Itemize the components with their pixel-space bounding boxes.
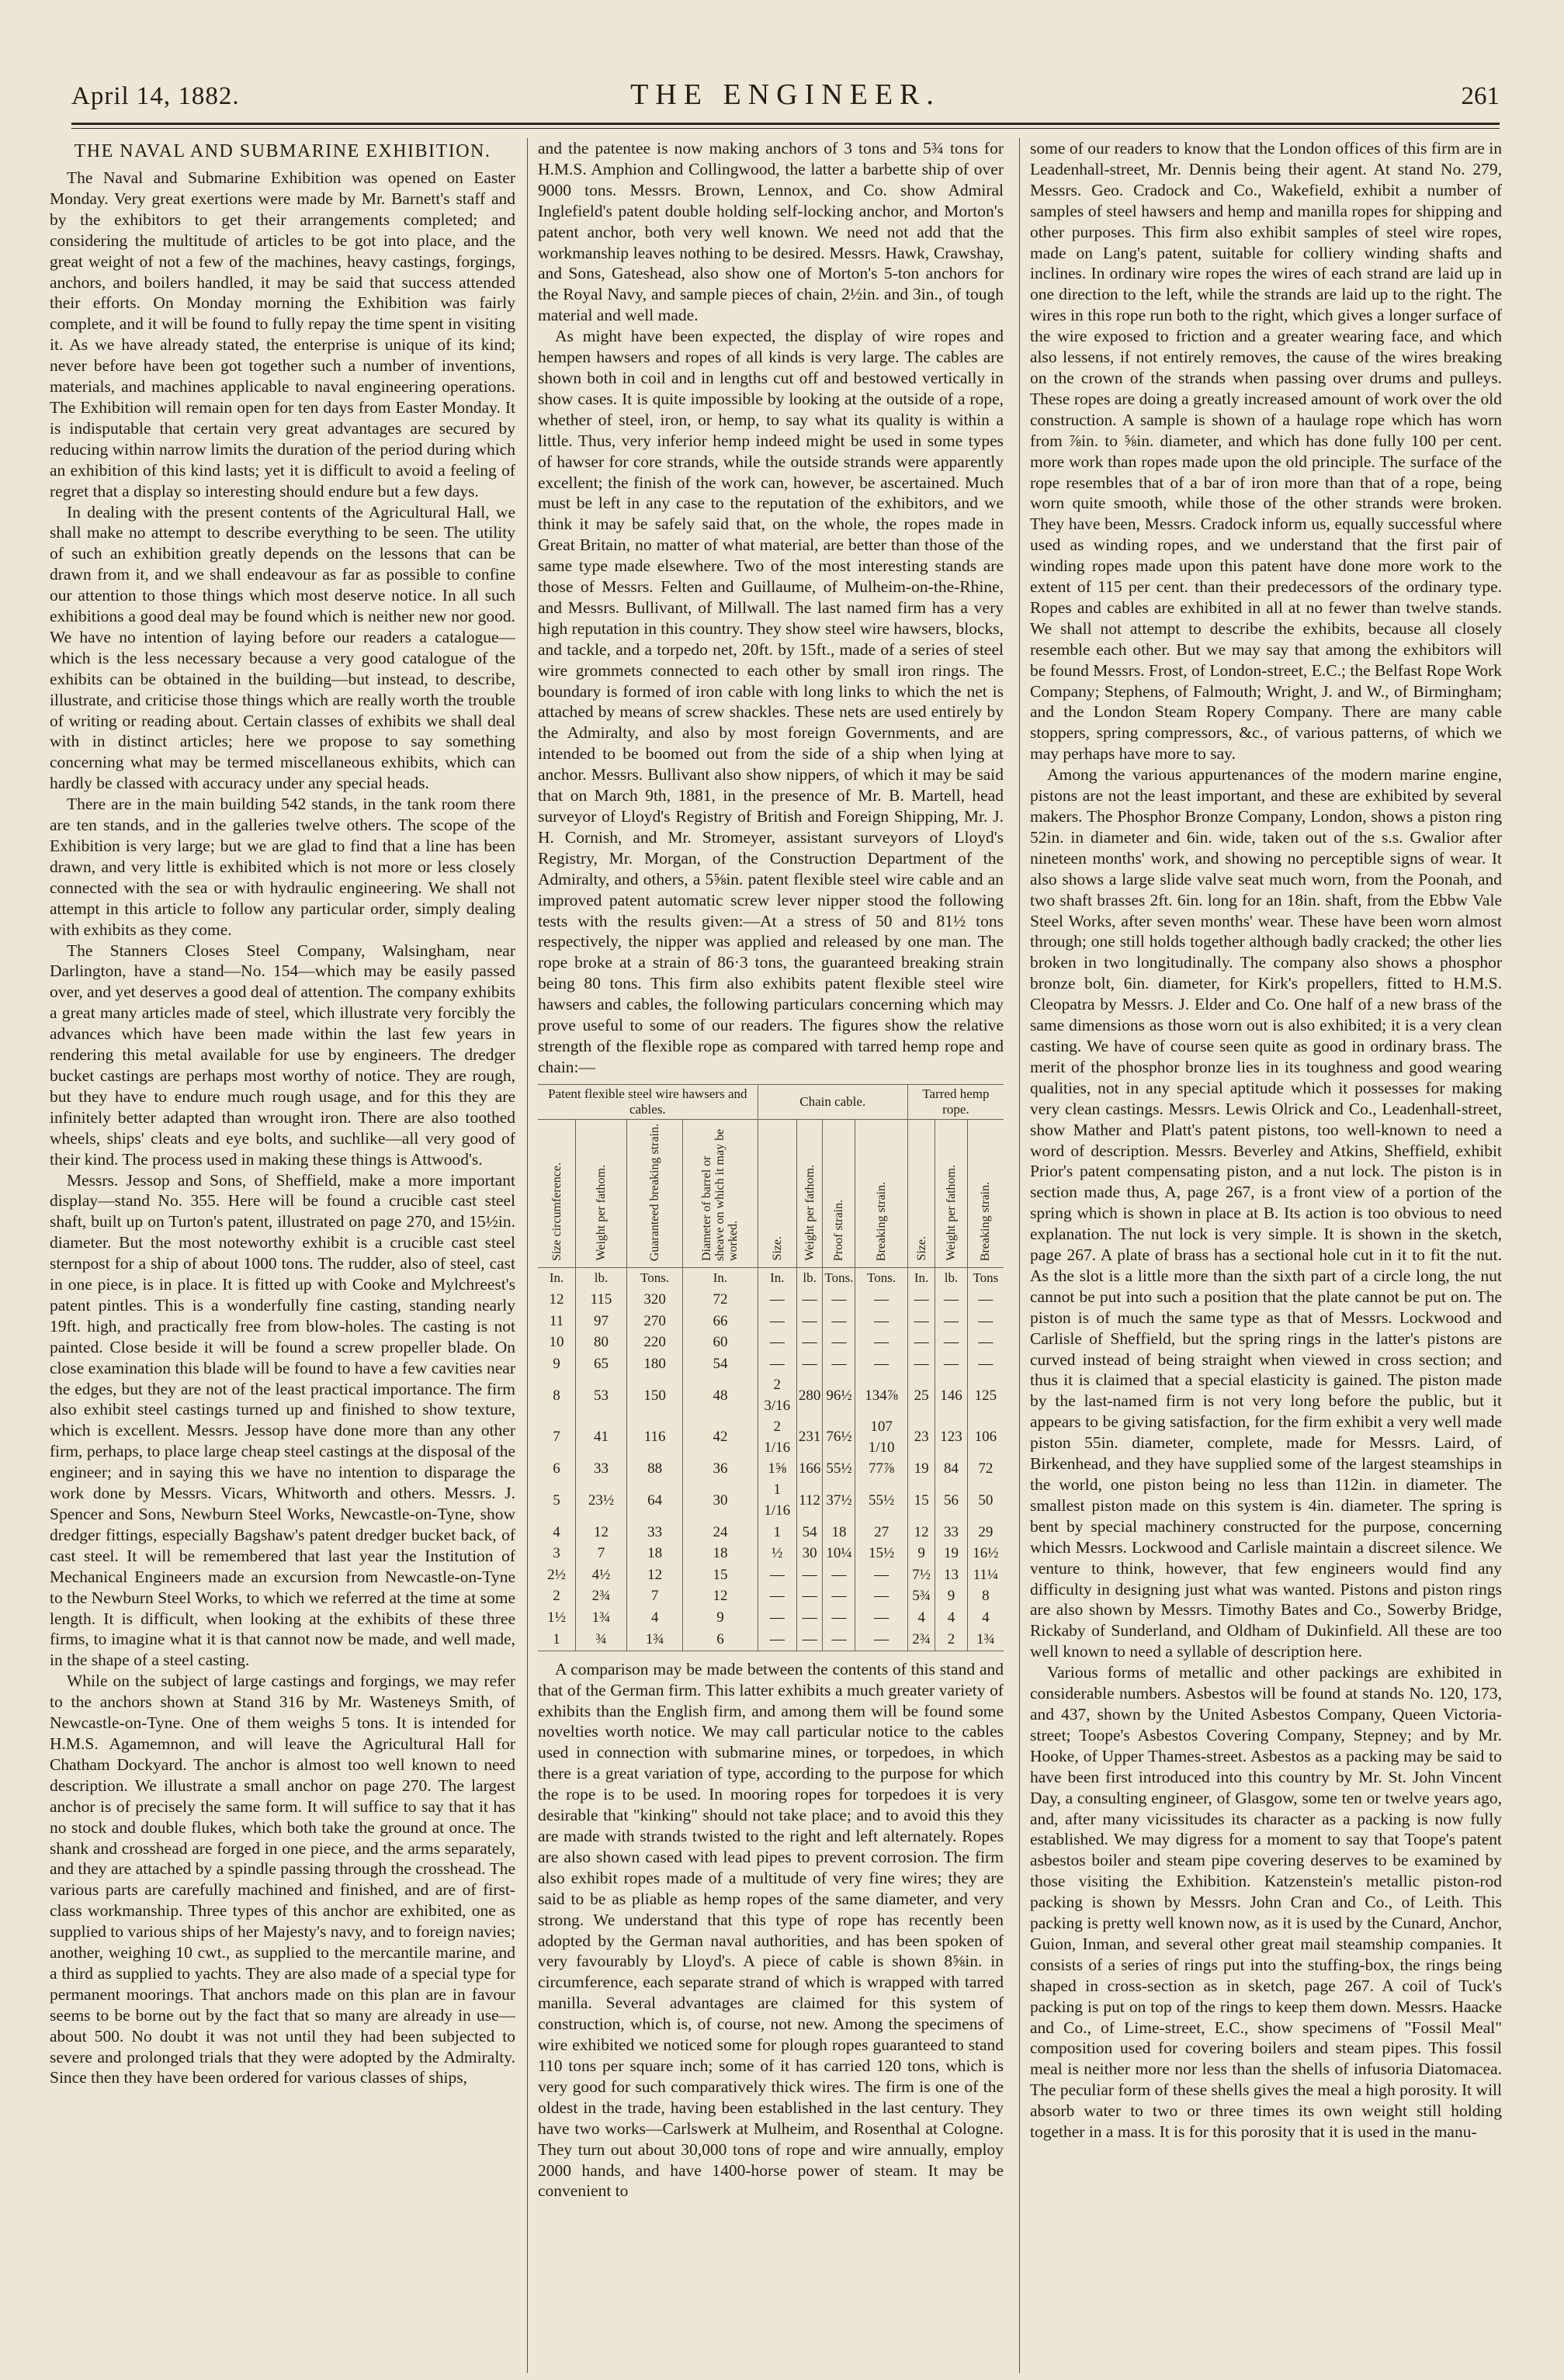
table-cell: 10 — [538, 1332, 576, 1354]
table-cell: 18 — [823, 1522, 855, 1543]
table-cell: — — [855, 1564, 907, 1586]
table-cell: — — [935, 1332, 967, 1354]
paragraph: The Naval and Submarine Exhibition was opened on Easter Monday. Very great exertions were made by Mr. Barnett's staff and by the exhibitors to get their arrangements completed; and considering the multitude of articles to be got into place, and the great weight of not a few of the machines, heavy castings, forgings, anchors, and boilers handled, it may be said that success attended their efforts. On Monday morning the Exhibition was fairly complete, and it will be found to fully repay the time spent in visiting it. As we have already stated, the enterprise is unique of its kind; never before have been got together such a number of inventions, materials, and machines applicable to naval engineering operations. The Exhibition will remain open for ten days from Easter Monday. It is indisputable that certain very great advantages are secured by reducing within narrow limits the duration of the period during which an exhibition of this kind lasts; yet it is difficult to avoid a feeling of regret that a display so interesting should endure but a few days. — [50, 168, 515, 501]
table-cell: 9 — [935, 1586, 967, 1608]
column-2-text-continued — [538, 1659, 1004, 2202]
table-cell: 36 — [683, 1459, 758, 1481]
table-column-header-label: Weight per fathom. — [595, 1165, 608, 1261]
table-row — [538, 1290, 1004, 1311]
table-column-header — [796, 1119, 823, 1267]
table-cell: 7 — [626, 1586, 682, 1608]
table-cell: — — [758, 1354, 796, 1376]
table-unit-cell: lb. — [576, 1267, 627, 1290]
table-unit-cell: Tons. — [823, 1267, 855, 1290]
table-cell: 24 — [683, 1522, 758, 1543]
header-rule-thin — [71, 128, 1500, 129]
table-column-header-label: Diameter of barrel or sheave on which it may be worked. — [700, 1128, 740, 1261]
table-cell: — — [823, 1564, 855, 1586]
table-column-header — [967, 1119, 1004, 1267]
table-cell: 12 — [576, 1522, 627, 1543]
column-1 — [50, 138, 515, 2373]
table-cell: — — [796, 1332, 823, 1354]
table-cell: 1 — [538, 1629, 576, 1651]
table-cell: 15 — [907, 1480, 935, 1522]
table-cell: 1¾ — [626, 1629, 682, 1651]
table-cell: 5¾ — [907, 1586, 935, 1608]
table-column-header — [683, 1119, 758, 1267]
table-cell: 106 — [974, 1429, 997, 1446]
table-column-header — [538, 1119, 576, 1267]
table-cell: 33 — [935, 1522, 967, 1543]
table-cell: 19 — [907, 1459, 935, 1481]
table-cell: — — [855, 1332, 907, 1354]
table-cell: — — [758, 1290, 796, 1311]
table-cell: 8 — [538, 1375, 576, 1417]
table-cell: 50 — [978, 1491, 994, 1509]
table-cell: 97 — [576, 1311, 627, 1332]
table-cell: — — [796, 1608, 823, 1630]
table-cell: 9 — [538, 1354, 576, 1376]
table-unit-cell: In. — [538, 1267, 576, 1290]
table-cell: 115 — [576, 1290, 627, 1311]
table-column-header — [855, 1119, 907, 1267]
table-cell: 66 — [683, 1311, 758, 1332]
table-cell: 320 — [626, 1290, 682, 1311]
table-cell: — — [935, 1290, 967, 1311]
table-cell: — — [823, 1354, 855, 1376]
table-cell: 55½ — [855, 1480, 907, 1522]
header-rule-thick — [71, 123, 1500, 125]
table-cell: 23½ — [576, 1480, 627, 1522]
table-cell: — — [823, 1608, 855, 1630]
table-cell: — — [978, 1334, 994, 1351]
table-cell: 33 — [626, 1522, 682, 1543]
table-cell: — — [823, 1586, 855, 1608]
table-cell: 88 — [626, 1459, 682, 1481]
paragraph: There are in the main building 542 stands, in the tank room there are ten stands, and in the galleries twelve others. The scope of the Exhibition is very large; but we are glad to find that a line has been drawn, and very little is exhibited which is not more or less closely connected with the sea or with hydraulic engineering. We shall not attempt in this article to follow any particular order, simply dealing with exhibits as they come. — [50, 795, 515, 939]
table-cell: — — [907, 1332, 935, 1354]
table-cell: 7 — [538, 1417, 576, 1459]
table-cell: 116 — [626, 1417, 682, 1459]
table-cell: 5 — [538, 1480, 576, 1522]
table-cell: 41 — [576, 1417, 627, 1459]
table-row — [538, 1564, 1004, 1586]
table-cell: 180 — [626, 1354, 682, 1376]
table-cell: 12 — [907, 1522, 935, 1543]
table-cell: 2 3/16 — [758, 1375, 796, 1417]
table-cell: 1¾ — [967, 1629, 1004, 1651]
table-cell: 7 — [576, 1543, 627, 1565]
table-cell: 65 — [576, 1354, 627, 1376]
table-cell: 19 — [935, 1543, 967, 1565]
table-cell: 123 — [935, 1417, 967, 1459]
table-cell: 60 — [683, 1332, 758, 1354]
table-cell: 166 — [796, 1459, 823, 1481]
table-cell: 280 — [796, 1375, 823, 1417]
paragraph: In dealing with the present contents of the Agricultural Hall, we shall make no attempt to describe everything to be seen. The utility of such an exhibition greatly depends on the lessons that can be drawn from it, and we shall endeavour as far as possible to confine our attention to those things which most deserve notice. In all such exhibitions a good deal may be found which is neither new nor good. We have no intention of laying before our readers a catalogue—which is the less necessary because a very good catalogue of the exhibits can be obtained in the building—but instead, to describe, illustrate, and criticise those things which are really worth the trouble of writing or reading about. Certain classes of exhibits we shall deal with in distinct articles; here we propose to say something concerning what may be termed miscellaneous exhibits, which can hardly be classed with accuracy under any special heads. — [50, 502, 515, 793]
table-column-header-label: Size circumference. — [550, 1162, 564, 1261]
table-cell: 2 1/16 — [758, 1417, 796, 1459]
table-cell: — — [978, 1291, 994, 1308]
table-cell: 6 — [538, 1459, 576, 1481]
table-cell: 48 — [683, 1375, 758, 1417]
table-cell: — — [855, 1608, 907, 1630]
table-cell: 27 — [855, 1522, 907, 1543]
table-cell: 270 — [626, 1311, 682, 1332]
table-unit-cell: In. — [683, 1267, 758, 1290]
table-cell: 3 — [538, 1543, 576, 1565]
table-cell: — — [796, 1290, 823, 1311]
table-column-header — [907, 1119, 935, 1267]
page-number: 261 — [1461, 82, 1500, 110]
table-cell: 1¾ — [576, 1608, 627, 1630]
table-cell: 13 — [935, 1564, 967, 1586]
table-cell: 6 — [683, 1629, 758, 1651]
table-cell: 11¼ — [973, 1566, 999, 1583]
table-column-header — [576, 1119, 627, 1267]
table-cell: 231 — [796, 1417, 823, 1459]
paragraph: and the patentee is now making anchors of 3 tons and 5¾ tons for H.M.S. Amphion and Collingwood, the latter a barbette ship of over 9000 tons. Messrs. Brown, Lennox, and Co. show Admiral Inglefield's patent double holding self-locking anchor, and Morton's patent anchor, both very well known. We need not add that the workmanship leaves nothing to be desired. Messrs. Hawk, Crawshay, and Sons, Gateshead, also show one of Morton's 5-ton anchors for the Royal Navy, and sample pieces of chain, 2½in. and 3in., of tough material and well made. — [538, 139, 1004, 325]
table-units-row — [538, 1267, 1004, 1290]
table-column-header — [758, 1119, 796, 1267]
table-cell: 53 — [576, 1375, 627, 1417]
table-column-header-label: Weight per fathom. — [803, 1165, 817, 1261]
table-cell: 10¼ — [823, 1543, 855, 1565]
table-cell: 29 — [978, 1523, 994, 1540]
table-cell: 16½ — [973, 1545, 999, 1562]
table-group-header: Chain cable. — [758, 1084, 907, 1119]
table-cell: — — [823, 1290, 855, 1311]
table-cell: — — [978, 1355, 994, 1372]
paragraph: As might have been expected, the display of wire ropes and hempen hawsers and ropes of all kinds is very large. The cables are shown both in coil and in lengths cut off and bestowed vertically in show cases. It is quite impossible by looking at the outside of a rope, whether of steel, iron, or hemp, to say what its quality is within a little. Thus, very inferior hemp indeed might be used in some types of hawser for core strands, while the outside strands were apparently excellent; the finish of the work can, however, be ascertained. Much must be left in any case to the reputation of the exhibitors, and we think it may be safely said that, on the whole, the ropes made in Great Britain, no matter of what material, are better than those of the same type made elsewhere. Two of the most interesting stands are those of Messrs. Felten and Guillaume, of Mulheim-on-the-Rhine, and Messrs. Bullivant, of Millwall. The last named firm has a very high reputation in this country. They show steel wire hawsers, blocks, and tackle, and a torpedo net, 20ft. by 15ft., made of a series of steel wire grommets connected to each other by small iron rings. The boundary is formed of iron cable with long links to which the net is attached by means of screw shackles. These nets are used entirely by the Admiralty, and also by most foreign Governments, and are intended to be boomed out from the side of a ship when lying at anchor. Messrs. Bullivant also show nippers, of which it may be said that on March 9th, 1881, in the presence of Mr. B. Martell, head surveyor of Lloyd's Registry of British and Foreign Shipping, Mr. J. H. Cornish, and Mr. Stromeyer, assistant surveyors of Lloyd's Registry, Mr. Morgan, of the Construction Department of the Admiralty, and others, a 5⅝in. patent flexible steel wire cable and an improved patent automatic screw lever nipper stood the following tests with the results given:—At a stress of 50 and 81½ tons respectively, the nipper was applied and released by one man. The rope broke at a strain of 86·3 tons, the guaranteed breaking strain being 80 tons. This firm also exhibits patent flexible steel wire hawsers and cables, the following particulars concerning which may prove useful to some of our readers. The figures show the relative strength of the flexible rope as compared with tarred hemp rope and chain:— — [538, 327, 1004, 1076]
rope-comparison-table — [538, 1084, 1004, 1651]
table-group-headers — [538, 1084, 1004, 1119]
table-row — [538, 1543, 1004, 1565]
table-cell: — — [855, 1354, 907, 1376]
table-cell: 1½ — [538, 1608, 576, 1630]
table-row — [538, 1608, 1004, 1630]
table-column-header-label: Proof strain. — [832, 1199, 846, 1261]
table-row — [538, 1522, 1004, 1543]
issue-date: April 14, 1882. — [71, 82, 240, 110]
table-cell: — — [907, 1354, 935, 1376]
table-column-header-label: Breaking strain. — [979, 1181, 993, 1261]
column-3 — [1030, 138, 1502, 2373]
table-cell: 42 — [683, 1417, 758, 1459]
paragraph: The Stanners Closes Steel Company, Walsingham, near Darlington, have a stand—No. 154—which may be easily passed over, and yet deserves a good deal of attention. The company exhibits a great many articles made of steel, which illustrate very forcibly the advances which have been made within the last few years in rendering this metal available for use by engineers. The dredger bucket castings are perhaps most worthy of notice. They are rough, but they have to endure much rough usage, and for this they are infinitely better adapted than wrought iron. There are also toothed wheels, ships' cleats and eye bolts, and suchlike—all very good of their kind. The process used in making these things is Attwood's. — [50, 941, 515, 1169]
paragraph: Various forms of metallic and other packings are exhibited in considerable numbers. Asbestos will be found at stands No. 120, 173, and 437, shown by the United Asbestos Company, Queen Victoria-street; Toope's Asbestos Covering Company, Stepney; and by Mr. Hooke, of Upper Thames-street. Asbestos as a packing may be said to have been first introduced into this country by Mr. St. John Vincent Day, a consulting engineer, of Glasgow, some ten or twelve years ago, and, after many vicissitudes its character as a packing is now fully established. We may digress for a moment to say that Toope's patent asbestos boiler and steam pipe covering deserves to be examined by those visiting the Exhibition. Katzenstein's metallic piston-rod packing is shown by Messrs. John Cran and Co., of Leith. This packing is pretty well known now, as it is used by the Cunard, Anchor, Guion, Inman, and several other great mail steamship companies. It consists of a series of rings put into the stuffing-box, the rings being shaped in cross-section as in sketch, page 267. A coil of Tuck's packing is put on top of the rings to keep them down. Messrs. Haacke and Co., of Lime-street, E.C., show specimens of "Fossil Meal" composition used for covering boilers and steam pipes. This fossil meal is neither more nor less than the shells of infusoria Diatomacea. The peculiar form of these shells gives the meal a high porosity. It will absorb water to two or three times its own weight still holding together in a mass. It is for this porosity that it is used in the manu- — [1030, 1663, 1502, 2142]
table-cell: 2¾ — [907, 1629, 935, 1651]
table-unit-cell: Tons — [973, 1270, 999, 1286]
table-cell: 7½ — [907, 1564, 935, 1586]
table-cell: — — [855, 1629, 907, 1651]
table-cell: 18 — [626, 1543, 682, 1565]
table-cell: 12 — [626, 1564, 682, 1586]
table-column-header — [935, 1119, 967, 1267]
table-cell: ½ — [758, 1543, 796, 1565]
table-cell: ¾ — [576, 1629, 627, 1651]
column-3-text — [1030, 138, 1502, 2143]
table-cell: — — [758, 1311, 796, 1332]
table-cell: 2½ — [538, 1564, 576, 1586]
table-cell: — — [907, 1290, 935, 1311]
paragraph: some of our readers to know that the London offices of this firm are in Leadenhall-street, Mr. Dennis being their agent. At stand No. 279, Messrs. Geo. Cradock and Co., Wakefield, exhibit a number of samples of steel hawsers and hemp and manilla ropes for shipping and other purposes. This firm also exhibit samples of steel wire ropes, made on Lang's patent, suitable for colliery winding shafts and inclines. In ordinary wire ropes the wires of each strand are laid up in one direction to the left, while the strands are laid up to the right. The wires in this rope run both to the right, which gives a longer surface of the wire exposed to friction and a greater wearing face, and which also lessens, if not entirely removes, the cause of the wires breaking on the crown of the strands when passing over drums and pulleys. These ropes are doing a greatly increased amount of work over the old construction. A sample is shown of a haulage rope which has worn from ⅞in. to ⅝in. diameter, and which has done fully 100 per cent. more work than ropes made upon the old principle. The surface of the rope resembles that of a bar of iron more than that of a rope, being worn quite smooth, while those of the other strands were broken. They have been, Messrs. Cradock inform us, equally successful where used as winding ropes, and we understand that the first pair of winding ropes made upon this patent have done more work to the extent of 115 per cent. than their predecessors of the ordinary type. Ropes and cables are exhibited in all at no fewer than twelve stands. We shall not attempt to describe the exhibits, because all closely resemble each other. But we may say that among the exhibitors will be found Messrs. Frost, of London-street, E.C.; the Belfast Rope Work Company; Stephens, of Falmouth; Wright, J. and W., of Birmingham; and the London Steam Ropery Company. There are many cable stoppers, spring compressors, &c., of various patterns, of which we may perhaps have more to say. — [1030, 139, 1502, 764]
table-column-header-label: Weight per fathom. — [945, 1165, 959, 1261]
table-cell: — — [758, 1608, 796, 1630]
table-cell: 96½ — [823, 1375, 855, 1417]
table-cell: 37½ — [823, 1480, 855, 1522]
column-divider-1 — [527, 138, 528, 2373]
table-cell: 15 — [683, 1564, 758, 1586]
table-cell: 33 — [576, 1459, 627, 1481]
table-cell: 72 — [978, 1460, 994, 1478]
table-row — [538, 1311, 1004, 1332]
table-cell: — — [978, 1312, 994, 1329]
table-unit-cell: Tons. — [855, 1267, 907, 1290]
paragraph: A comparison may be made between the contents of this stand and that of the German firm. This latter exhibits a much greater variety of exhibits than the English firm, and among them will be found some novelties worth notice. We may call particular notice to the cables used in connection with submarine mines, or torpedoes, in which there is a great variation of type, according to the purpose for which the rope is to be used. In mooring ropes for torpedoes it is very desirable that "kinking" should not take place; and to avoid this they are made with strands twisted to the right and left alternately. Ropes are also shown cased with lead pipes to prevent corrosion. The firm also exhibit ropes made of a multitude of very fine wires; they are said to be as pliable as hemp ropes of the same diameter, and very strong. We understand that this type of rope has recently been adopted by the German naval authorities, and has been spoken of very favourably by Lloyd's. A piece of cable is shown 8⅝in. in circumference, each separate strand of which is wrapped with tarred manilla. Several advantages are claimed for this system of construction, which is, of course, not new. Among the specimens of wire exhibited we noticed some for plough ropes guaranteed to stand 110 tons per square inch; some of it has carried 120 tons, which is very good for such comparatively thick wires. The firm is one of the oldest in the trade, having been established in the last century. They have two works—Carlswerk at Mulheim, and Rosenthal at Cologne. They turn out about 30,000 tons of rope and wire annually, employ 2000 hands, and have 1400-horse power of steam. It may be convenient to — [538, 1659, 1004, 2201]
table-cell: — — [935, 1311, 967, 1332]
table-cell: 77⅞ — [855, 1459, 907, 1481]
table-cell: 12 — [538, 1290, 576, 1311]
table-cell: 4 — [982, 1609, 990, 1626]
table-cell: — — [855, 1586, 907, 1608]
table-cell: 80 — [576, 1332, 627, 1354]
table-row — [538, 1332, 1004, 1354]
table-group-header: Tarred hemp rope. — [907, 1084, 1004, 1119]
table-column-header-label: Guaranteed breaking strain. — [648, 1123, 662, 1261]
table-cell: 30 — [796, 1543, 823, 1565]
table-cell: 134⅞ — [855, 1375, 907, 1417]
table-row — [538, 1354, 1004, 1376]
table-unit-cell: Tons. — [626, 1267, 682, 1290]
table-cell: 2¾ — [576, 1586, 627, 1608]
table-cell: 1 1/16 — [758, 1480, 796, 1522]
table-cell: — — [796, 1354, 823, 1376]
paragraph: Messrs. Jessop and Sons, of Sheffield, make a more important display—stand No. 355. Here will be found a crucible cast steel shaft, built up on Turton's patent, illustrated on page 270, and 15½in. diameter. But the most noteworthy exhibit is a crucible cast steel sternpost for a ship of about 1000 tons. The rudder, also of steel, cast in one piece, is in place. It is fitted up with Cooke and Mylchreest's patent pintles. This is a wonderfully fine casting, standing nearly 19ft. high, and practically free from blow-holes. The casting is not painted. Close beside it will be found a screw propeller blade. On close examination this blade will be found to have a few cavities near the edges, but they are not of the least practical importance. The firm also exhibit steel castings turned up and finished to show texture, which is excellent. Messrs. Jessop have done more than any other firm, perhaps, to place large cheap steel castings at the disposal of the engineer; and in saying this we have no intention to disparage the work done by Messrs. Vicars, Whitworth and others. Messrs. J. Spencer and Sons, Newburn Steel Works, Newcastle-on-Tyne, show dredger fittings, especially Bagshaw's patent dredger bucket back, of cast steel. It will be remembered that last year the Institution of Mechanical Engineers made an excursion from Newcastle-on-Tyne to the Newburn Steel Works, to which we referred at the time at some length. It is difficult, when looking at the exhibits of these three firms, to imagine what it is that cannot now be made, and well made, in the shape of a steel casting. — [50, 1170, 515, 1670]
page-header — [71, 74, 1500, 121]
table-cell: 4 — [538, 1522, 576, 1543]
table-cell: 2 — [538, 1586, 576, 1608]
table-cell: 4 — [626, 1608, 682, 1630]
table-row — [538, 1417, 1004, 1459]
table-unit-cell: lb. — [935, 1267, 967, 1290]
table-cell: 76½ — [823, 1417, 855, 1459]
table-cell: — — [935, 1354, 967, 1376]
table-cell: — — [823, 1332, 855, 1354]
table-cell: — — [796, 1629, 823, 1651]
table-cell: 15½ — [855, 1543, 907, 1565]
table-cell: 12 — [683, 1586, 758, 1608]
table-column-headers — [538, 1119, 1004, 1267]
table-cell: 9 — [683, 1608, 758, 1630]
table-cell: 11 — [538, 1311, 576, 1332]
table-unit-cell: In. — [758, 1267, 796, 1290]
table-cell: — — [758, 1332, 796, 1354]
table-group-header: Patent flexible steel wire hawsers and cables. — [538, 1084, 758, 1119]
table-cell: 107 1/10 — [855, 1417, 907, 1459]
column-2-text — [538, 138, 1004, 1078]
table-unit-cell: In. — [907, 1267, 935, 1290]
table-cell: — — [855, 1311, 907, 1332]
paragraph: Among the various appurtenances of the modern marine engine, pistons are not the least important, and these are exhibited by several makers. The Phosphor Bronze Company, London, shows a piston ring 52in. in diameter and 6in. wide, taken out of the s.s. Gwalior after nineteen months' work, and showing no perceptible signs of wear. It also shows a large slide valve seat much worn, from the Poonah, and two shaft brasses 2ft. 6in. long for an 18in. shaft, from the Ebbw Vale Steel Works, after seven months' wear. These have been worn almost through; one still holds together although badly cracked; the other lies broken in two longitudinally. The company also shows a phosphor bronze bolt, 6in. diameter, for Kirk's propellers, fitted to H.M.S. Cleopatra by Messrs. J. Elder and Co. One half of a new brass of the same dimensions as those worn out is also exhibited; it is a very clean casting. We have of course seen quite as good in ordinary brass. The merit of the phosphor bronze lies in its toughness and good wearing qualities, not in any special aptitude which it possesses for making very clean castings. Messrs. Lewis Olrick and Co., Leadenhall-street, show Mather and Platt's patent pistons, too well-known to need a word of description. Messrs. Beverley and Atkins, Sheffield, exhibit Prior's patent compensating piston, and a nut lock. The piston is in section made thus, A, page 267, is a front view of a portion of the spring which is shown in place at B. Its action is too obvious to need explanation. The nut lock is very simple. It is shown in the sketch, page 267. A plate of brass has a sectional hole cut in it to fit the nut. As the slot is a little more than the sixth part of a circle long, the nut cannot be put into such a position that the plate cannot be put on. The piston is of much the same type as that of Messrs. Lockwood and Carlisle of Sheffield, but the spring rings in the latter's pistons are curved instead of being straight when viewed in cross section; and thus it is claimed that a special elasticity is gained. The piston made by the last-named firm is not very long before the public, but it appears to be giving satisfaction, for the firm exhibit a very well made piston 55in. diameter, complete, made for Messrs. Laird, of Birkenhead, and they have supplied some of the largest steamships in the world, one piston being no less than 112in. in diameter. The smallest piston made on this system is 4in. diameter. The spring is bent by special machinery constructed for the purpose, concerning which Messrs. Lockwood and Carlisle maintain a discreet silence. We venture to think, however, that few engineers would find any difficulty in designing just what was wanted. Pistons and piston rings are also shown by Messrs. Timothy Bates and Co., Sowerby Bridge, Rickaby of Sunderland, and Oldham of Dukinfield. All these are too well known to need a syllable of description here. — [1030, 765, 1502, 1661]
table-cell: 30 — [683, 1480, 758, 1522]
table-cell: 25 — [907, 1375, 935, 1417]
table-cell: — — [855, 1290, 907, 1311]
table-cell: — — [796, 1586, 823, 1608]
table-column-header — [626, 1119, 682, 1267]
table-row — [538, 1480, 1004, 1522]
table-cell: 4½ — [576, 1564, 627, 1586]
table-cell: 64 — [626, 1480, 682, 1522]
table-cell: — — [758, 1564, 796, 1586]
table-cell: — — [823, 1629, 855, 1651]
table-cell: 220 — [626, 1332, 682, 1354]
column-2 — [538, 138, 1004, 2373]
table-unit-cell: lb. — [796, 1267, 823, 1290]
table-cell: — — [907, 1311, 935, 1332]
table-cell: 56 — [935, 1480, 967, 1522]
table-cell: 4 — [907, 1608, 935, 1630]
table-cell: 150 — [626, 1375, 682, 1417]
table-cell: 125 — [974, 1387, 997, 1404]
table-cell: 54 — [796, 1522, 823, 1543]
column-1-text — [50, 168, 515, 2088]
table-cell: 1⅝ — [758, 1459, 796, 1481]
table-cell: 55½ — [823, 1459, 855, 1481]
table-body — [538, 1267, 1004, 1651]
table-cell: 8 — [982, 1588, 990, 1605]
table-cell: — — [823, 1311, 855, 1332]
table-row — [538, 1586, 1004, 1608]
table-cell: 9 — [907, 1543, 935, 1565]
table-cell: 4 — [935, 1608, 967, 1630]
table-column-header-label: Size. — [770, 1236, 784, 1261]
table-cell: 146 — [935, 1375, 967, 1417]
table-row — [538, 1629, 1004, 1651]
table-cell: 84 — [935, 1459, 967, 1481]
table-column-header-label: Size. — [914, 1236, 928, 1261]
table-cell: — — [796, 1311, 823, 1332]
table-column-header — [823, 1119, 855, 1267]
paragraph: While on the subject of large castings and forgings, we may refer to the anchors shown at Stand 316 by Mr. Wasteneys Smith, of Newcastle-on-Tyne. One of them weighs 5 tons. It is intended for H.M.S. Agamemnon, and will leave the Agricultural Hall for Chatham Dockyard. The anchor is almost too well known to need description. We illustrate a small anchor on page 270. The largest anchor is of precisely the same form. It will suffice to say that it has no stock and double flukes, which both take the ground at once. The shank and crosshead are forged in one piece, and the arms separately, and they are attached by a spindle passing through the crosshead. The various parts are carefully machined and finished, and are of first-class workmanship. Three types of this anchor are exhibited, one as supplied to various ships of her Majesty's navy, and to foreign navies; another, weighing 10 cwt., as supplied to the mercantile marine, and a third as supplied to yachts. They are also made of a special type for permanent moorings. That anchors made on this plan are in favour seems to be borne out by the fact that so many are already in use—about 500. No doubt it was not until they had been subjected to severe and prolonged trials that they were adopted by the Admiralty. Since then they have been ordered for various classes of ships, — [50, 1672, 515, 2087]
table-cell: 112 — [796, 1480, 823, 1522]
column-divider-2 — [1019, 138, 1020, 2373]
table-row — [538, 1459, 1004, 1481]
masthead-title: THE ENGINEER. — [630, 78, 941, 111]
table-cell: 72 — [683, 1290, 758, 1311]
table-cell: — — [796, 1564, 823, 1586]
table-row — [538, 1375, 1004, 1417]
table-cell: 2 — [935, 1629, 967, 1651]
table-cell: 54 — [683, 1354, 758, 1376]
table-cell: — — [758, 1629, 796, 1651]
article-title: THE NAVAL AND SUBMARINE EXHIBITION. — [74, 141, 491, 161]
table-cell: 23 — [907, 1417, 935, 1459]
table-column-header-label: Breaking strain. — [875, 1181, 889, 1261]
table-cell: 18 — [683, 1543, 758, 1565]
table-cell: — — [758, 1586, 796, 1608]
table-cell: 1 — [758, 1522, 796, 1543]
